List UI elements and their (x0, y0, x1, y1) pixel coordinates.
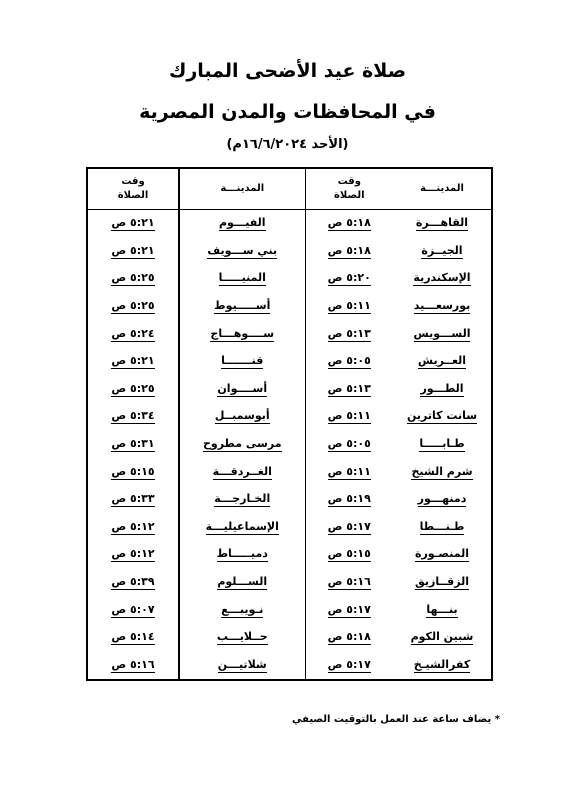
table-row (87, 320, 492, 348)
prayer-time-text: ٥:٢٥ ص (111, 271, 155, 285)
city-name-cell (393, 210, 492, 238)
table-row (87, 596, 492, 624)
city-name-text: الفيـــوم (218, 216, 266, 230)
prayer-time-cell (87, 210, 179, 238)
prayer-time-text: ٥:٠٥ ص (327, 354, 371, 368)
prayer-time-cell (87, 652, 179, 681)
city-name-text: أبوسمبــل (214, 409, 270, 423)
header-time-a (305, 168, 393, 210)
city-name-text: طـنـــطا (419, 519, 465, 533)
prayer-time-cell (87, 403, 179, 431)
prayer-time-cell (87, 376, 179, 404)
city-name-text: الإسماعيليـــة (205, 519, 279, 533)
footnote: * يضاف ساعة عند العمل بالتوقيت الصيفي (292, 714, 500, 725)
prayer-time-cell (305, 514, 393, 542)
city-name-cell (179, 348, 305, 376)
prayer-time-cell (305, 403, 393, 431)
city-name-text: الســـويس (413, 326, 471, 340)
prayer-time-text: ٥:١٧ ص (327, 519, 371, 533)
city-name-text: طـابـــــا (419, 437, 465, 451)
prayer-time-text: ٥:٠٥ ص (327, 437, 371, 451)
table-row (87, 403, 492, 431)
city-name-text: الســـلوم (217, 575, 268, 589)
prayer-time-cell (87, 569, 179, 597)
city-name-cell (179, 403, 305, 431)
prayer-time-text: ٥:١٢ ص (111, 519, 155, 533)
header-time-line1: وقت (337, 176, 361, 187)
city-name-cell (179, 431, 305, 459)
city-name-cell (393, 652, 492, 681)
prayer-time-text: ٥:٢١ ص (111, 216, 155, 230)
city-name-text: كفرالشيـخ (413, 657, 471, 671)
city-name-cell (393, 403, 492, 431)
prayer-time-cell (87, 624, 179, 652)
table-row (87, 652, 492, 681)
header-time-line1: وقت (121, 176, 145, 187)
prayer-time-cell (87, 596, 179, 624)
prayer-time-text: ٥:١٣ ص (327, 326, 371, 340)
city-name-text: دمنهـــور (417, 492, 467, 506)
city-name-text: حــلايـــب (216, 630, 268, 644)
prayer-time-cell (305, 376, 393, 404)
table-body (87, 210, 492, 681)
city-name-text: الخـارجـــة (214, 492, 271, 506)
city-name-text: بورسعـــيد (413, 299, 471, 313)
table-row (87, 486, 492, 514)
city-name-cell (393, 541, 492, 569)
city-name-text: الغــردقـــة (212, 464, 272, 478)
prayer-time-text: ٥:١١ ص (327, 464, 371, 478)
city-name-cell (393, 569, 492, 597)
prayer-time-text: ٥:٣١ ص (111, 437, 155, 451)
city-name-cell (393, 514, 492, 542)
prayer-time-text: ٥:٣٣ ص (111, 492, 155, 506)
city-name-cell (393, 348, 492, 376)
header-time-b (87, 168, 179, 210)
prayer-time-cell (87, 348, 179, 376)
table-row (87, 541, 492, 569)
prayer-time-text: ٥:٢١ ص (111, 243, 155, 257)
header-city-label: المدينـــة (220, 183, 265, 194)
prayer-time-text: ٥:٠٧ ص (111, 602, 155, 616)
prayer-time-text: ٥:١٦ ص (111, 657, 155, 671)
prayer-time-text: ٥:٢٠ ص (327, 271, 371, 285)
city-name-text: مرسى مطروح (202, 437, 282, 451)
prayer-time-cell (87, 320, 179, 348)
city-name-text: شبين الكوم (410, 630, 474, 644)
table-row (87, 210, 492, 238)
city-name-cell (179, 541, 305, 569)
city-name-cell (179, 569, 305, 597)
city-name-text: شلاتيـــن (217, 657, 267, 671)
prayer-time-text: ٥:١٧ ص (327, 657, 371, 671)
prayer-time-cell (87, 238, 179, 266)
prayer-time-text: ٥:١٨ ص (327, 216, 371, 230)
prayer-time-text: ٥:١٧ ص (327, 602, 371, 616)
city-name-cell (179, 210, 305, 238)
prayer-time-cell (87, 458, 179, 486)
city-name-text: بنـــها (426, 602, 458, 616)
table-row (87, 376, 492, 404)
header-city-b (179, 168, 305, 210)
city-name-text: العــريش (417, 354, 467, 368)
prayer-time-cell (87, 541, 179, 569)
city-name-text: قنـــــــا (221, 354, 264, 368)
table-header-row (87, 168, 492, 210)
prayer-time-text: ٥:١٨ ص (327, 630, 371, 644)
prayer-time-text: ٥:١٣ ص (327, 381, 371, 395)
table-row (87, 458, 492, 486)
city-name-cell (179, 293, 305, 321)
table-row (87, 569, 492, 597)
header-city-a (393, 168, 492, 210)
city-name-cell (179, 320, 305, 348)
prayer-time-text: ٥:٣٤ ص (111, 409, 155, 423)
city-name-cell (179, 486, 305, 514)
prayer-time-cell (305, 486, 393, 514)
city-name-cell (393, 596, 492, 624)
city-name-cell (179, 652, 305, 681)
city-name-text: بني ســـويف (207, 243, 278, 257)
prayer-time-cell (305, 265, 393, 293)
table-row (87, 624, 492, 652)
prayer-time-text: ٥:١٦ ص (327, 575, 371, 589)
prayer-time-text: ٥:٢٥ ص (111, 299, 155, 313)
prayer-time-cell (305, 624, 393, 652)
city-name-text: نـويبـــع (221, 602, 264, 616)
city-name-text: الجيــزة (421, 243, 463, 257)
prayer-time-cell (87, 514, 179, 542)
table-row (87, 348, 492, 376)
prayer-time-text: ٥:١١ ص (327, 409, 371, 423)
city-name-cell (393, 458, 492, 486)
city-name-cell (393, 320, 492, 348)
city-name-cell (179, 596, 305, 624)
prayer-time-cell (305, 596, 393, 624)
prayer-time-cell (87, 293, 179, 321)
header-time-line2: الصلاة (117, 190, 149, 201)
city-name-text: أســـــيوط (214, 299, 271, 313)
prayer-time-text: ٥:١٥ ص (327, 547, 371, 561)
city-name-text: المنصـورة (414, 547, 470, 561)
page-date: (الأحد ١٦/٦/٢٠٢٤م) (226, 137, 349, 152)
city-name-cell (179, 238, 305, 266)
table-row (87, 293, 492, 321)
prayer-time-text: ٥:٢١ ص (111, 354, 155, 368)
city-name-cell (393, 431, 492, 459)
header-city-label: المدينـــة (420, 183, 464, 194)
table-row (87, 514, 492, 542)
city-name-text: دميـــــاط (216, 547, 268, 561)
prayer-time-cell (305, 320, 393, 348)
city-name-cell (393, 265, 492, 293)
city-name-text: الطـــور (420, 381, 464, 395)
city-name-cell (393, 293, 492, 321)
city-name-cell (393, 376, 492, 404)
city-name-cell (393, 624, 492, 652)
prayer-time-text: ٥:١٥ ص (111, 464, 155, 478)
city-name-text: القاهـــرة (415, 216, 469, 230)
city-name-text: الإسكندرية (413, 271, 471, 285)
city-name-cell (179, 458, 305, 486)
prayer-time-text: ٥:٢٤ ص (111, 326, 155, 340)
prayer-time-text: ٥:١٤ ص (111, 630, 155, 644)
city-name-cell (179, 376, 305, 404)
prayer-time-text: ٥:١٩ ص (327, 492, 371, 506)
city-name-text: شرم الشيخ (411, 464, 473, 478)
prayer-time-cell (87, 486, 179, 514)
header-time-line2: الصلاة (333, 190, 365, 201)
city-name-cell (179, 265, 305, 293)
prayer-time-cell (305, 541, 393, 569)
city-name-cell (393, 238, 492, 266)
table-row (87, 431, 492, 459)
prayer-times-table (86, 167, 493, 681)
city-name-cell (393, 486, 492, 514)
prayer-time-cell (305, 569, 393, 597)
prayer-time-cell (305, 348, 393, 376)
prayer-time-text: ٥:١١ ص (327, 299, 371, 313)
city-name-text: أســــوان (217, 381, 268, 395)
prayer-time-cell (87, 265, 179, 293)
prayer-time-cell (305, 458, 393, 486)
prayer-time-cell (87, 431, 179, 459)
prayer-time-cell (305, 238, 393, 266)
prayer-time-text: ٥:١٢ ص (111, 547, 155, 561)
prayer-time-cell (305, 652, 393, 681)
prayer-time-text: ٥:٢٥ ص (111, 381, 155, 395)
prayer-time-cell (305, 293, 393, 321)
city-name-cell (179, 624, 305, 652)
city-name-cell (179, 514, 305, 542)
prayer-time-cell (305, 431, 393, 459)
page-subtitle: في المحافظات والمدن المصرية (139, 101, 436, 123)
table-row (87, 265, 492, 293)
table-row (87, 238, 492, 266)
city-name-text: الزقــازيق (415, 575, 469, 589)
city-name-text: المنيـــــا (218, 271, 266, 285)
prayer-time-text: ٥:١٨ ص (327, 243, 371, 257)
city-name-text: ســــوهـــاج (210, 326, 275, 340)
prayer-time-cell (305, 210, 393, 238)
page-title: صلاة عيد الأضحى المبارك (168, 60, 407, 82)
prayer-time-text: ٥:٣٩ ص (111, 575, 155, 589)
city-name-text: سانت كاترين (406, 409, 478, 423)
